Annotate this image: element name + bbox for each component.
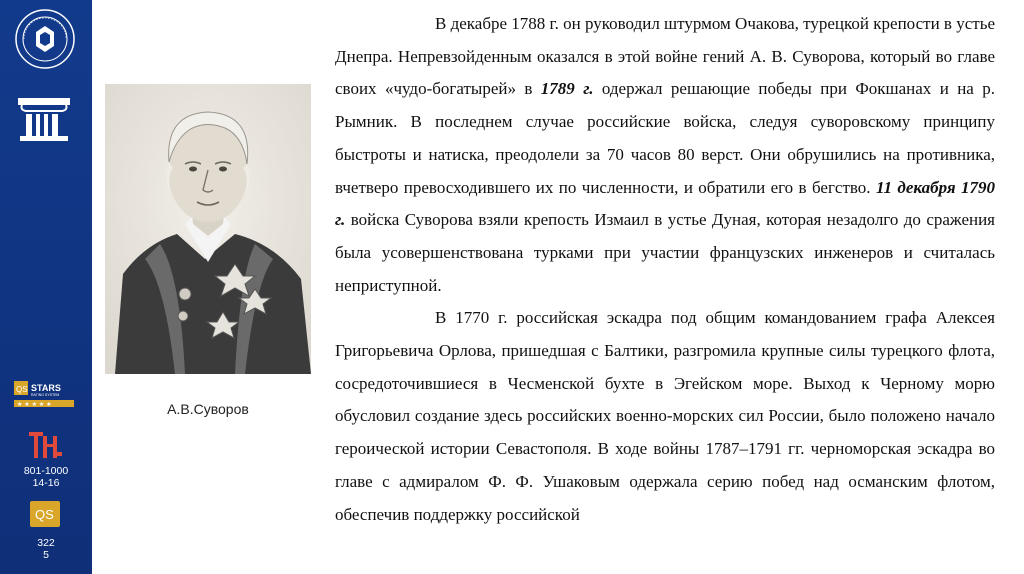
svg-text:RATING SYSTEM: RATING SYSTEM: [31, 393, 60, 397]
date-1790: 11 декабря 1790 г.: [335, 177, 995, 230]
sidebar: [0, 0, 92, 574]
svg-text:QS: QS: [16, 385, 28, 394]
paragraph-2: В 1770 г. российская эскадра под общим командованием графа Алексея Григорьевича Орлова, пришедшая с Балтики, разгромила крупные силы турецкого флота, сосредоточившиеся в Чесменской бухте в Эгейском море. Выход к Черному морю обусловил создание здесь российских военно-морских сил России, было положено начало героической истории Севастополя. В ходе войны 1787–1791 гг. черноморская эскадра во главе с адмиралом Ф. Ф. Ушаковым одержала серию побед над османским флотом, обеспечив поддержку российской: [335, 308, 995, 524]
svg-text:QS: QS: [35, 507, 54, 522]
column-emblem-icon: [16, 96, 72, 142]
suvorov-portrait: [105, 84, 311, 374]
qs-stars-badge-icon: [14, 381, 74, 409]
svg-text:STARS: STARS: [31, 383, 61, 393]
portrait-caption: А.В.Суворов: [167, 401, 249, 417]
paragraph-1-part-e: войска Суворова взяли крепость Измаил в устье Дуная, которая незадолго до сражения была усовершенствована турками при участии французских инженеров и считалась неприступной.: [335, 210, 995, 295]
date-1789: 1789 г.: [540, 79, 594, 99]
qs-sub: 5: [43, 549, 49, 561]
paragraph-1-part-a: В декабре 1788 г. он руководил штурмом Очакова, турецкой крепости в устье Днепра. Непревзойденным оказался в этой войне гений А. В. Суворова, который во главе своих «чудо-богатырей» в: [335, 14, 995, 99]
the-logo-icon: [27, 430, 63, 462]
university-seal-icon: [14, 8, 76, 70]
the-rank: 801-1000: [23, 465, 69, 477]
body-text: [335, 8, 995, 531]
qs-rank: 322: [37, 537, 55, 549]
paragraph-1: [335, 8, 995, 302]
qs-logo-icon: [30, 501, 60, 527]
the-years: 14-16: [32, 477, 60, 489]
svg-text:★ ★ ★ ★ ★: ★ ★ ★ ★ ★: [17, 401, 52, 408]
paragraph-1-part-c: одержал решающие победы при Фокшанах и на р. Рымник. В последнем случае российские войска, следуя суворовскому принципу быстроты и натиска, преодолели за 70 часов 80 верст. Они обрушились на противника, вчетверо превосходившего их по численности, и обратили его в бегство.: [335, 79, 995, 197]
